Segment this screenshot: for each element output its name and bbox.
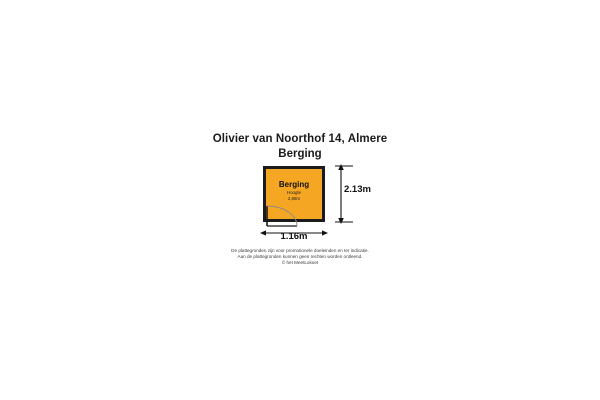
- disclaimer-line-2: Aan de plattegronden kunnen geen rechten worden ontleend.: [237, 254, 363, 259]
- room-height-label: Hoogte: [286, 190, 302, 195]
- disclaimer: [0, 248, 600, 266]
- copyright-line: © het MeetLokoet: [281, 260, 319, 265]
- page-title: [0, 132, 600, 162]
- property-address: Olivier van Noorthof 14, Almere: [212, 133, 388, 145]
- door-swing-icon: [266, 205, 300, 229]
- floor-name: Berging: [278, 148, 322, 160]
- room-height-value: 2,88m: [287, 196, 301, 201]
- horizontal-dimension-label: 1.16m: [280, 231, 308, 242]
- room-label: Berging: [278, 180, 310, 189]
- disclaimer-line-1: De plattegronden zijn voor promotionele doeleinden en ter indicatie.: [231, 248, 369, 253]
- vertical-dimension-label: 2.13m: [344, 184, 371, 195]
